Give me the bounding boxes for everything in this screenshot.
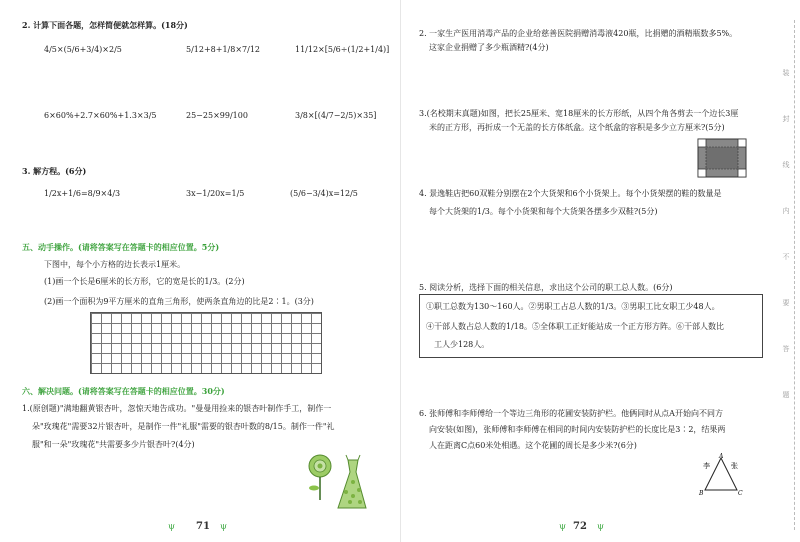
- info-line-1: ①职工总数为130～160人。②男职工占总人数的1/3。③男职工比女职工少48人。: [426, 302, 720, 311]
- q1-line-2: 朵"玫瑰花"需要32片银杏叶，是制作一件"礼服"需要的银杏叶数的8/15。制作一件"礼: [32, 422, 335, 431]
- q2-expr-6: 3/8×[(4/7−2/5)×35]: [295, 111, 377, 120]
- q2-expr-1: 4/5×(5/6+3/4)×2/5: [44, 45, 122, 54]
- binding-line: [794, 20, 795, 530]
- r-q6-line-1: 6. 张师傅和李师傅给一个等边三角形的花圃安装防护栏。他俩同时从点A开始向不同方: [419, 409, 723, 418]
- binding-char: 封: [782, 115, 790, 123]
- binding-char: 要: [782, 299, 790, 307]
- rose-dress-illustration: [300, 452, 380, 517]
- section5-part2: (2)画一个面积为9平方厘米的直角三角形，使两条直角边的比是2∶1。(3分): [44, 297, 314, 306]
- page-number-left: 71: [196, 521, 210, 532]
- binding-char: 线: [782, 161, 790, 169]
- binding-char: 装: [782, 69, 790, 77]
- binding-char: 内: [782, 207, 790, 215]
- binding-char: 题: [782, 391, 790, 399]
- binding-char: 不: [782, 253, 790, 261]
- drawing-grid[interactable]: [90, 312, 322, 374]
- q2-expr-3: 11/12×[5/6÷(1/2+1/4)]: [295, 45, 390, 54]
- r-q3-line-2: 米的正方形，再折成一个无盖的长方体纸盒。这个纸盒的容积是多少立方厘米?(5分): [429, 123, 725, 132]
- sprout-icon: ψ: [220, 522, 228, 532]
- page-number-right: 72: [573, 521, 587, 532]
- vertex-b-label: B: [699, 490, 704, 497]
- q1-line-3: 服"和一朵"玫瑰花"共需要多少片银杏叶?(4分): [32, 440, 195, 449]
- r-q4-line-2: 每个大货架的1/3。每个小货架和每个大货架各摆多少双鞋?(5分): [429, 207, 658, 216]
- paper-sheet-figure: [697, 138, 747, 178]
- q2-expr-4: 6×60%+2.7×60%+1.3×3/5: [44, 111, 157, 120]
- section6-title: 六、解决问题。(请将答案写在答题卡的相应位置。30分): [22, 386, 225, 396]
- q2-expr-5: 25−25×99/100: [186, 111, 248, 120]
- q3-expr-2: 3x−1/20x=1/5: [186, 189, 245, 198]
- r-q3-line-1: 3.(名校期末真题)如图，把长25厘米、宽18厘米的长方形纸，从四个角各剪去一个边长3厘: [419, 109, 739, 118]
- q2-expr-2: 5/12+8+1/8×7/12: [186, 45, 261, 54]
- zhang-label: 张: [731, 462, 738, 470]
- r-q4-line-1: 4. 景逸鞋店把60双鞋分别摆在2个大货架和6个小货架上。每个小货架摆的鞋的数量是: [419, 189, 722, 198]
- q3-title: 3. 解方程。(6分): [22, 166, 87, 176]
- info-line-3: 工人少128人。: [434, 340, 490, 349]
- sprout-icon: ψ: [168, 522, 176, 532]
- binding-text: [781, 50, 791, 418]
- info-box: [419, 294, 763, 358]
- binding-char: 答: [782, 345, 790, 353]
- sprout-icon: ψ: [559, 522, 567, 532]
- section5-intro: 下图中，每个小方格的边长表示1厘米。: [44, 260, 186, 269]
- r-q2-line-1: 2. 一家生产医用消毒产品的企业给慈善医院捐赠消毒液420瓶，比捐赠的酒精瓶数多5%。: [419, 29, 738, 38]
- section5-title: 五、动手操作。(请将答案写在答题卡的相应位置。5分): [22, 242, 220, 252]
- q3-expr-3: (5/6−3/4)x=12/5: [290, 189, 358, 198]
- r-q2-line-2: 这家企业捐赠了多少瓶酒精?(4分): [429, 43, 549, 52]
- r-q5-title: 5. 阅读分析，选择下面的相关信息，求出这个公司的职工总人数。(6分): [419, 283, 673, 292]
- right-page: [400, 0, 800, 542]
- rose-drawing: [309, 455, 331, 500]
- q3-expr-1: 1/2x+1/6=8/9×4/3: [44, 189, 121, 198]
- sprout-icon: ψ: [597, 522, 605, 532]
- q1-line-1: 1.(原创题)"满地翻黄银杏叶，忽惊天地告成功。"曼曼用捡来的银杏叶制作手工，制作一: [22, 404, 332, 413]
- section5-part1: (1)画一个长是6厘米的长方形，它的宽是长的1/3。(2分): [44, 277, 245, 286]
- dress-drawing: [338, 455, 366, 508]
- info-line-2: ④干部人数占总人数的1/18。⑤全体职工正好能站成一个正方形方阵。⑥干部人数比: [426, 322, 724, 331]
- vertex-a-label: A: [719, 453, 724, 460]
- triangle-figure: [691, 452, 751, 497]
- r-q6-line-3: 人在距离C点60米处相遇。这个花圃的周长是多少米?(6分): [429, 441, 637, 450]
- vertex-c-label: C: [738, 490, 743, 497]
- q2-title: 2. 计算下面各题，怎样简便就怎样算。(18分): [22, 20, 188, 30]
- li-label: 李: [703, 462, 710, 470]
- r-q6-line-2: 向安装(如图)，张师傅和李师傅在相同的时间内安装防护栏的长度比是3∶2，结果两: [429, 425, 726, 434]
